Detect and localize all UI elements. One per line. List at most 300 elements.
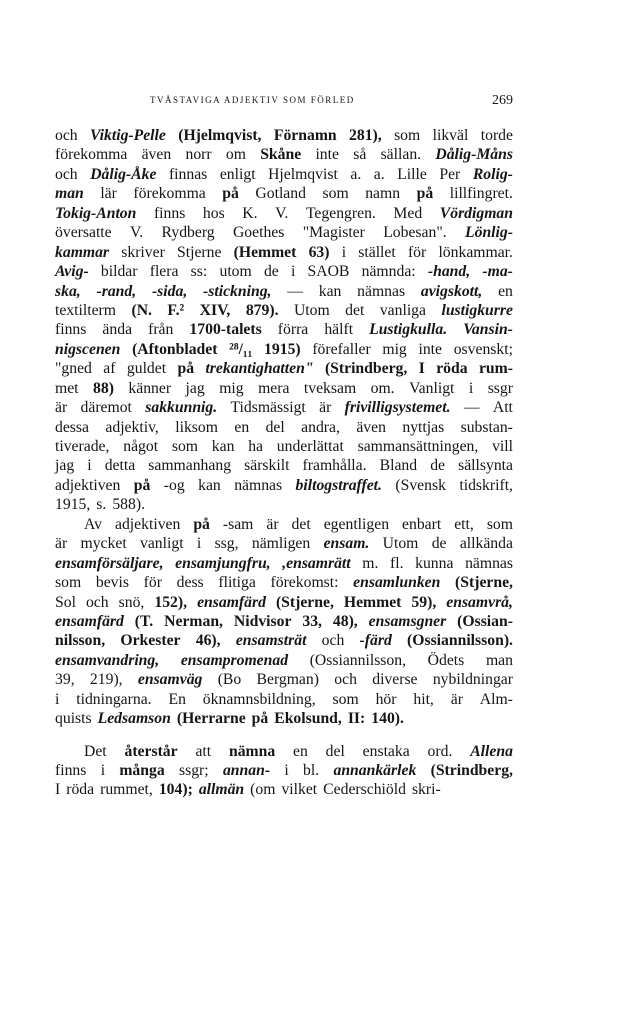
- word: Utom: [293, 301, 330, 319]
- word: V.: [275, 204, 289, 222]
- word: (om: [250, 781, 276, 799]
- word: 39,: [55, 671, 75, 689]
- word: 63): [308, 243, 330, 261]
- word: nämna: [228, 742, 276, 760]
- word: är: [55, 535, 68, 553]
- word: Hjelmqvist: [268, 165, 338, 183]
- word: ända: [102, 321, 133, 339]
- word: "Magister: [302, 224, 365, 242]
- text-line: [55, 126, 513, 145]
- word: tiverade,: [55, 438, 110, 455]
- word: frivilligsystemet.: [344, 399, 451, 417]
- text-line: [55, 243, 513, 262]
- word: och: [85, 593, 109, 611]
- text-line: [55, 418, 513, 437]
- word: Viktig-Pelle: [90, 127, 166, 144]
- word: enstaka: [362, 742, 410, 760]
- word: utom: [219, 263, 252, 281]
- word: snö,: [118, 593, 145, 611]
- word: nämnas: [234, 476, 283, 494]
- word: röda: [66, 781, 95, 799]
- word: a.: [373, 165, 385, 183]
- word: vanliga: [379, 301, 426, 319]
- word: som: [171, 438, 198, 455]
- word: ssgr;: [179, 762, 209, 779]
- word: översatte: [55, 224, 112, 242]
- word: vilket: [281, 781, 318, 799]
- word: adjektiven: [55, 476, 121, 494]
- word: dessa: [55, 418, 89, 436]
- word: mig: [382, 340, 407, 358]
- word: i: [196, 535, 202, 553]
- word: 48),: [332, 612, 358, 630]
- word: nämnas: [357, 282, 406, 300]
- word: ssg,: [214, 535, 239, 553]
- word: del: [325, 742, 345, 760]
- word: K.: [242, 204, 258, 222]
- paragraph-gap: [55, 729, 513, 742]
- word: lönkammar.: [438, 243, 513, 261]
- word: allmän: [198, 781, 245, 799]
- word: nämnda:: [361, 263, 416, 281]
- word: Lobesan".: [383, 224, 447, 242]
- word: Utom: [382, 535, 419, 553]
- word: Vansin-: [463, 321, 513, 339]
- word: förekomst:: [270, 574, 339, 592]
- word: 219),: [89, 671, 123, 689]
- word: ensam.: [323, 535, 370, 553]
- text-line: [55, 554, 513, 573]
- word: stället: [358, 243, 396, 261]
- text-line: [55, 593, 513, 612]
- word: (Bo: [217, 671, 242, 689]
- word: dess: [176, 574, 204, 592]
- word: Lustigkulla.: [369, 321, 448, 339]
- text-line: [55, 398, 513, 417]
- word: kammar: [55, 243, 110, 261]
- word: Lönlig-: [465, 224, 513, 242]
- word: finns: [153, 204, 186, 222]
- word: och: [321, 632, 345, 650]
- word: Rydberg: [161, 224, 215, 242]
- word: man: [485, 651, 513, 669]
- word: Förnamn: [273, 127, 337, 144]
- word: om: [225, 146, 246, 164]
- word: mig: [219, 379, 244, 397]
- word: jag: [185, 379, 205, 397]
- word: även: [356, 418, 386, 436]
- word: 59),: [411, 593, 437, 611]
- word: en: [234, 418, 250, 436]
- text-line: [55, 573, 513, 592]
- word: vanligt: [140, 535, 184, 553]
- word: nämligen: [251, 535, 311, 553]
- word: ensamvrå,: [446, 593, 513, 611]
- word: i: [87, 457, 92, 475]
- word: enligt: [219, 165, 256, 183]
- word: ensamsträt: [235, 632, 307, 650]
- word: Ledsamson: [97, 710, 171, 728]
- word: (T.: [134, 612, 154, 630]
- word: annankärlek: [333, 762, 417, 779]
- page-number: 269: [492, 93, 513, 108]
- text-line: [55, 262, 513, 281]
- text-line: [55, 670, 513, 689]
- word: adjektiven: [115, 515, 181, 533]
- word: Stjerne: [177, 243, 222, 261]
- word: andra,: [301, 418, 340, 436]
- word: -stickning,: [203, 282, 272, 300]
- word: tidningarna.: [76, 690, 152, 708]
- word: -og: [163, 476, 185, 494]
- word: på: [251, 710, 269, 728]
- word: de: [430, 457, 446, 475]
- word: Nidvisor: [233, 612, 292, 630]
- word: biltogstraffet.: [295, 476, 382, 494]
- text-line: [55, 301, 513, 320]
- word: förekomma: [133, 185, 206, 203]
- word: adjektiv,: [105, 418, 159, 436]
- word: —: [463, 399, 480, 417]
- text-line: [55, 631, 513, 650]
- word: rummet,: [100, 781, 153, 799]
- text-line: [55, 476, 513, 495]
- word: likväl: [432, 127, 469, 144]
- text-line: [55, 359, 513, 378]
- word: (Ossian-: [457, 612, 513, 630]
- text-line: [55, 145, 513, 164]
- word: lillfingret.: [449, 185, 513, 203]
- text-line: [55, 742, 513, 761]
- word: som: [394, 127, 421, 144]
- text-line: [55, 282, 513, 301]
- word: Gotland: [255, 185, 306, 203]
- word: —: [287, 282, 303, 300]
- word: nigscenen: [55, 340, 121, 358]
- word: ensamjungfru,: [175, 554, 271, 572]
- word: ett,: [454, 515, 474, 533]
- word: ensamfärd: [197, 593, 266, 611]
- word: och: [55, 127, 78, 144]
- word: flera: [149, 263, 179, 281]
- word: "gned: [55, 360, 92, 378]
- word: särskilt: [244, 457, 290, 475]
- word: SAOB: [307, 263, 350, 281]
- word: så: [353, 146, 367, 164]
- word: quists: [55, 710, 92, 728]
- word: som: [55, 574, 82, 592]
- word: textilterm: [55, 301, 116, 319]
- word: Sol: [55, 593, 76, 611]
- word: Att: [492, 399, 513, 417]
- word: på: [133, 476, 151, 494]
- word: många: [119, 762, 165, 779]
- word: Alm-: [479, 690, 513, 708]
- word: de: [263, 263, 279, 281]
- word: Tidsmässigt: [230, 399, 306, 417]
- word: -sida,: [151, 282, 188, 300]
- word: något: [123, 438, 159, 455]
- word: Ekolsund,: [274, 710, 342, 728]
- word: i: [468, 379, 474, 397]
- text-line: [55, 761, 513, 780]
- word: -färd: [359, 632, 392, 650]
- word: finns: [55, 762, 87, 779]
- word: ssgr: [487, 379, 513, 397]
- word: de: [431, 535, 447, 553]
- word: egentligen: [323, 515, 390, 533]
- word: på: [416, 185, 434, 203]
- word: Vördigman: [439, 204, 513, 222]
- word: tveksam: [303, 379, 357, 397]
- word: (N.: [131, 301, 152, 319]
- word: kan: [198, 476, 221, 494]
- word: (Hjelmqvist,: [178, 127, 262, 144]
- word: ²⁸/₁₁: [229, 340, 253, 358]
- word: F.²: [167, 301, 185, 319]
- word: att: [195, 742, 212, 760]
- word: hit,: [413, 690, 434, 708]
- text-line: [55, 184, 513, 203]
- text-line: [55, 709, 513, 728]
- word: Nerman,: [164, 612, 223, 630]
- word: m.: [362, 554, 379, 572]
- word: finns: [55, 321, 87, 339]
- text-line: [55, 780, 513, 799]
- word: inte: [418, 340, 442, 358]
- word: 879).: [245, 301, 279, 319]
- word: skri-: [411, 781, 441, 799]
- word: Avig-: [55, 263, 89, 281]
- word: diverse: [372, 671, 418, 689]
- word: Tegengren.: [305, 204, 376, 222]
- word: 33,: [302, 612, 322, 630]
- word: bevis: [95, 574, 129, 592]
- word: på: [222, 185, 239, 203]
- word: hör: [375, 690, 397, 708]
- word: allkända: [459, 535, 513, 553]
- word: Skåne: [260, 146, 302, 164]
- word: norr: [185, 146, 212, 164]
- word: a.: [350, 165, 362, 183]
- word: underlättat: [276, 438, 344, 455]
- word: hälft: [324, 321, 354, 339]
- word: är: [450, 690, 463, 708]
- word: (Hemmet: [233, 243, 297, 261]
- word: som: [486, 515, 513, 533]
- word: i: [290, 263, 296, 281]
- word: mera: [258, 379, 290, 397]
- word: Bland: [379, 457, 418, 475]
- word: Bergman): [256, 671, 319, 689]
- word: Per: [439, 165, 461, 183]
- text-line: [55, 320, 513, 339]
- word: sällan.: [380, 146, 422, 164]
- word: tidskrift,: [459, 476, 513, 494]
- word: i: [55, 690, 60, 708]
- word: nämnas: [465, 554, 513, 572]
- word: däremot: [80, 399, 132, 417]
- text-line: [55, 456, 513, 475]
- word: 46),: [195, 632, 221, 650]
- word: finnas: [168, 165, 208, 183]
- word: 140).: [371, 710, 404, 728]
- word: ska,: [55, 282, 81, 300]
- text-line: [55, 379, 513, 398]
- word: ensamväg: [137, 671, 203, 689]
- word: Allena: [470, 742, 513, 760]
- word: ensamvandring,: [55, 651, 160, 669]
- word: det: [291, 515, 311, 533]
- word: är: [319, 399, 332, 417]
- word: del: [265, 418, 285, 436]
- word: ha: [248, 438, 263, 455]
- word: är: [266, 515, 279, 533]
- word: ensamlunken: [353, 574, 441, 592]
- word: En: [168, 690, 186, 708]
- word: 1915): [264, 340, 301, 358]
- page-header: [55, 93, 513, 113]
- word: trekantighatten": [205, 360, 314, 378]
- text-line: [55, 340, 513, 359]
- word: Lille: [397, 165, 427, 183]
- word: (Stjerne,: [275, 593, 334, 611]
- word: inte: [315, 146, 339, 164]
- word: Det: [84, 742, 107, 760]
- word: Tokig-Anton: [55, 204, 137, 222]
- word: flitiga: [218, 574, 256, 592]
- word: som: [322, 185, 349, 203]
- word: är: [55, 399, 68, 417]
- word: osvenskt;: [453, 340, 513, 358]
- word: Vanligt: [409, 379, 455, 397]
- word: V.: [129, 224, 144, 242]
- word: 104);: [158, 781, 193, 799]
- word: röda: [436, 360, 468, 378]
- word: ord.: [427, 742, 453, 760]
- word: fl.: [389, 554, 404, 572]
- word: II:: [347, 710, 366, 728]
- text-line: [55, 612, 513, 631]
- text-line: [55, 534, 513, 553]
- word: bl.: [303, 762, 320, 779]
- word: kan: [211, 438, 235, 455]
- word: (Svensk: [395, 476, 446, 494]
- word: enbart: [402, 515, 442, 533]
- word: Goethes: [232, 224, 285, 242]
- word: Ödets: [427, 651, 465, 669]
- word: Rolig-: [472, 165, 513, 183]
- word: ensamfärd: [55, 612, 124, 630]
- word: 152),: [154, 593, 188, 611]
- word: känner: [128, 379, 172, 397]
- word: (Aftonbladet: [132, 340, 218, 358]
- word: man: [55, 185, 84, 203]
- word: även: [141, 146, 172, 164]
- word: i: [284, 762, 289, 779]
- word: jag: [55, 457, 75, 475]
- word: Cederschiöld: [323, 781, 406, 799]
- word: (Stjerne,: [455, 574, 513, 592]
- word: ensamsgner: [368, 612, 447, 630]
- word: för: [143, 574, 162, 592]
- word: sammanhang: [148, 457, 232, 475]
- word: hos: [202, 204, 225, 222]
- word: s.: [96, 496, 107, 514]
- word: avigskott,: [420, 282, 483, 300]
- word: sakkunnig.: [145, 399, 218, 417]
- word: I: [418, 360, 425, 378]
- word: rum-: [478, 360, 513, 378]
- word: torde: [480, 127, 513, 144]
- word: liksom: [175, 418, 218, 436]
- text-line: [55, 165, 513, 184]
- text-line: [55, 437, 513, 456]
- text-line: [55, 651, 513, 670]
- word: i: [100, 762, 106, 779]
- text-line: [55, 204, 513, 223]
- text-line: [55, 223, 513, 242]
- word: Dålig-Åke: [90, 165, 157, 183]
- word: nilsson,: [55, 632, 106, 650]
- word: återstår: [124, 742, 178, 760]
- word: guldet: [126, 360, 167, 378]
- word: 1700-talets: [189, 321, 262, 339]
- word: (Ossiannilsson).: [407, 632, 513, 650]
- word: 88): [93, 379, 114, 397]
- word: (Herrarne: [176, 710, 246, 728]
- word: 1915,: [55, 496, 91, 514]
- word: 281),: [349, 127, 382, 144]
- word: detta: [104, 457, 136, 475]
- word: substan-: [460, 418, 513, 436]
- word: nyttjas: [402, 418, 445, 436]
- word: -sam: [222, 515, 254, 533]
- word: 588).: [112, 496, 146, 514]
- word: på: [193, 515, 210, 533]
- word: sällsynta: [458, 457, 513, 475]
- word: lustigkurre: [441, 301, 513, 319]
- body-text: [55, 126, 513, 800]
- word: lär: [100, 185, 117, 203]
- word: Orkester: [120, 632, 181, 650]
- word: met: [55, 379, 79, 397]
- word: Dålig-Måns: [435, 146, 513, 164]
- word: Med: [393, 204, 423, 222]
- word: (Strindberg,: [430, 762, 513, 779]
- word: (Strindberg,: [324, 360, 408, 378]
- word: mycket: [80, 535, 127, 553]
- word: för: [407, 243, 427, 261]
- word: som: [332, 690, 359, 708]
- word: Av: [84, 515, 103, 533]
- word: från: [148, 321, 174, 339]
- word: framhålla.: [302, 457, 367, 475]
- word: -rand,: [96, 282, 137, 300]
- word: och: [55, 165, 78, 183]
- running-title: TVÅSTAVIGA ADJEKTIV SOM FÖRLED: [150, 95, 355, 105]
- word: ensampromenad: [180, 651, 289, 669]
- word: (Ossiannilsson,: [309, 651, 407, 669]
- word: öknamnsbildning,: [202, 690, 316, 708]
- word: ensamförsäljare,: [55, 554, 164, 572]
- word: förekomma: [55, 146, 128, 164]
- word: en: [293, 742, 308, 760]
- word: XIV,: [199, 301, 231, 319]
- word: skriver: [121, 243, 165, 261]
- text-line: [55, 515, 513, 534]
- word: I: [55, 781, 61, 799]
